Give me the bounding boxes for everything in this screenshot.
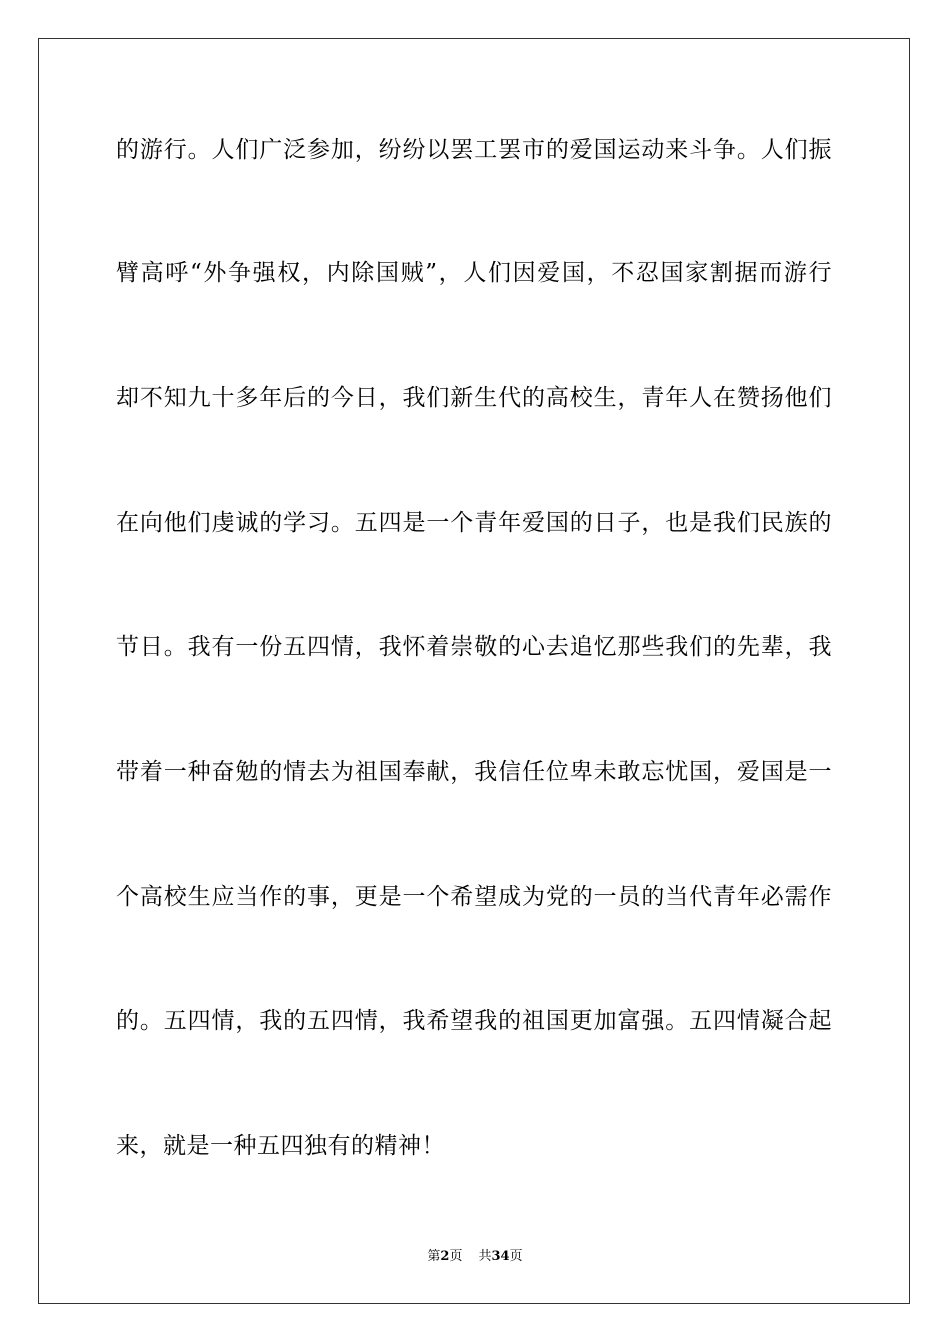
paragraph-line: 节日。我有一份五四情，我怀着崇敬的心去追忆那些我们的先辈，我 [116,634,832,660]
page-footer [0,1248,950,1266]
page-number: 2 [440,1249,450,1264]
paragraph-line: 在向他们虔诚的学习。五四是一个青年爱国的日子，也是我们民族的 [116,510,832,536]
total-suffix: 页 [509,1249,523,1264]
paragraph-line: 个高校生应当作的事，更是一个希望成为党的一员的当代青年必需作 [116,884,832,910]
paragraph-line: 的。五四情，我的五四情，我希望我的祖国更加富强。五四情凝合起 [116,1008,832,1034]
page-suffix: 页 [449,1249,463,1264]
total-prefix: 共 [478,1249,492,1264]
paragraph-line: 臂高呼“外争强权，内除国贼”，人们因爱国，不忍国家割据而游行 [116,260,832,286]
total-pages: 34 [491,1249,510,1264]
paragraph-line: 的游行。人们广泛参加，纷纷以罢工罢市的爱国运动来斗争。人们振 [116,137,832,163]
paragraph-line: 带着一种奋勉的情去为祖国奉献，我信任位卑未敢忘忧国，爱国是一 [116,759,832,785]
paragraph-line-last: 来，就是一种五四独有的精神！ [116,1133,445,1159]
page-prefix: 第 [427,1249,441,1264]
paragraph-line: 却不知九十多年后的今日，我们新生代的高校生，青年人在赞扬他们 [116,385,832,411]
page-border [38,38,910,1304]
